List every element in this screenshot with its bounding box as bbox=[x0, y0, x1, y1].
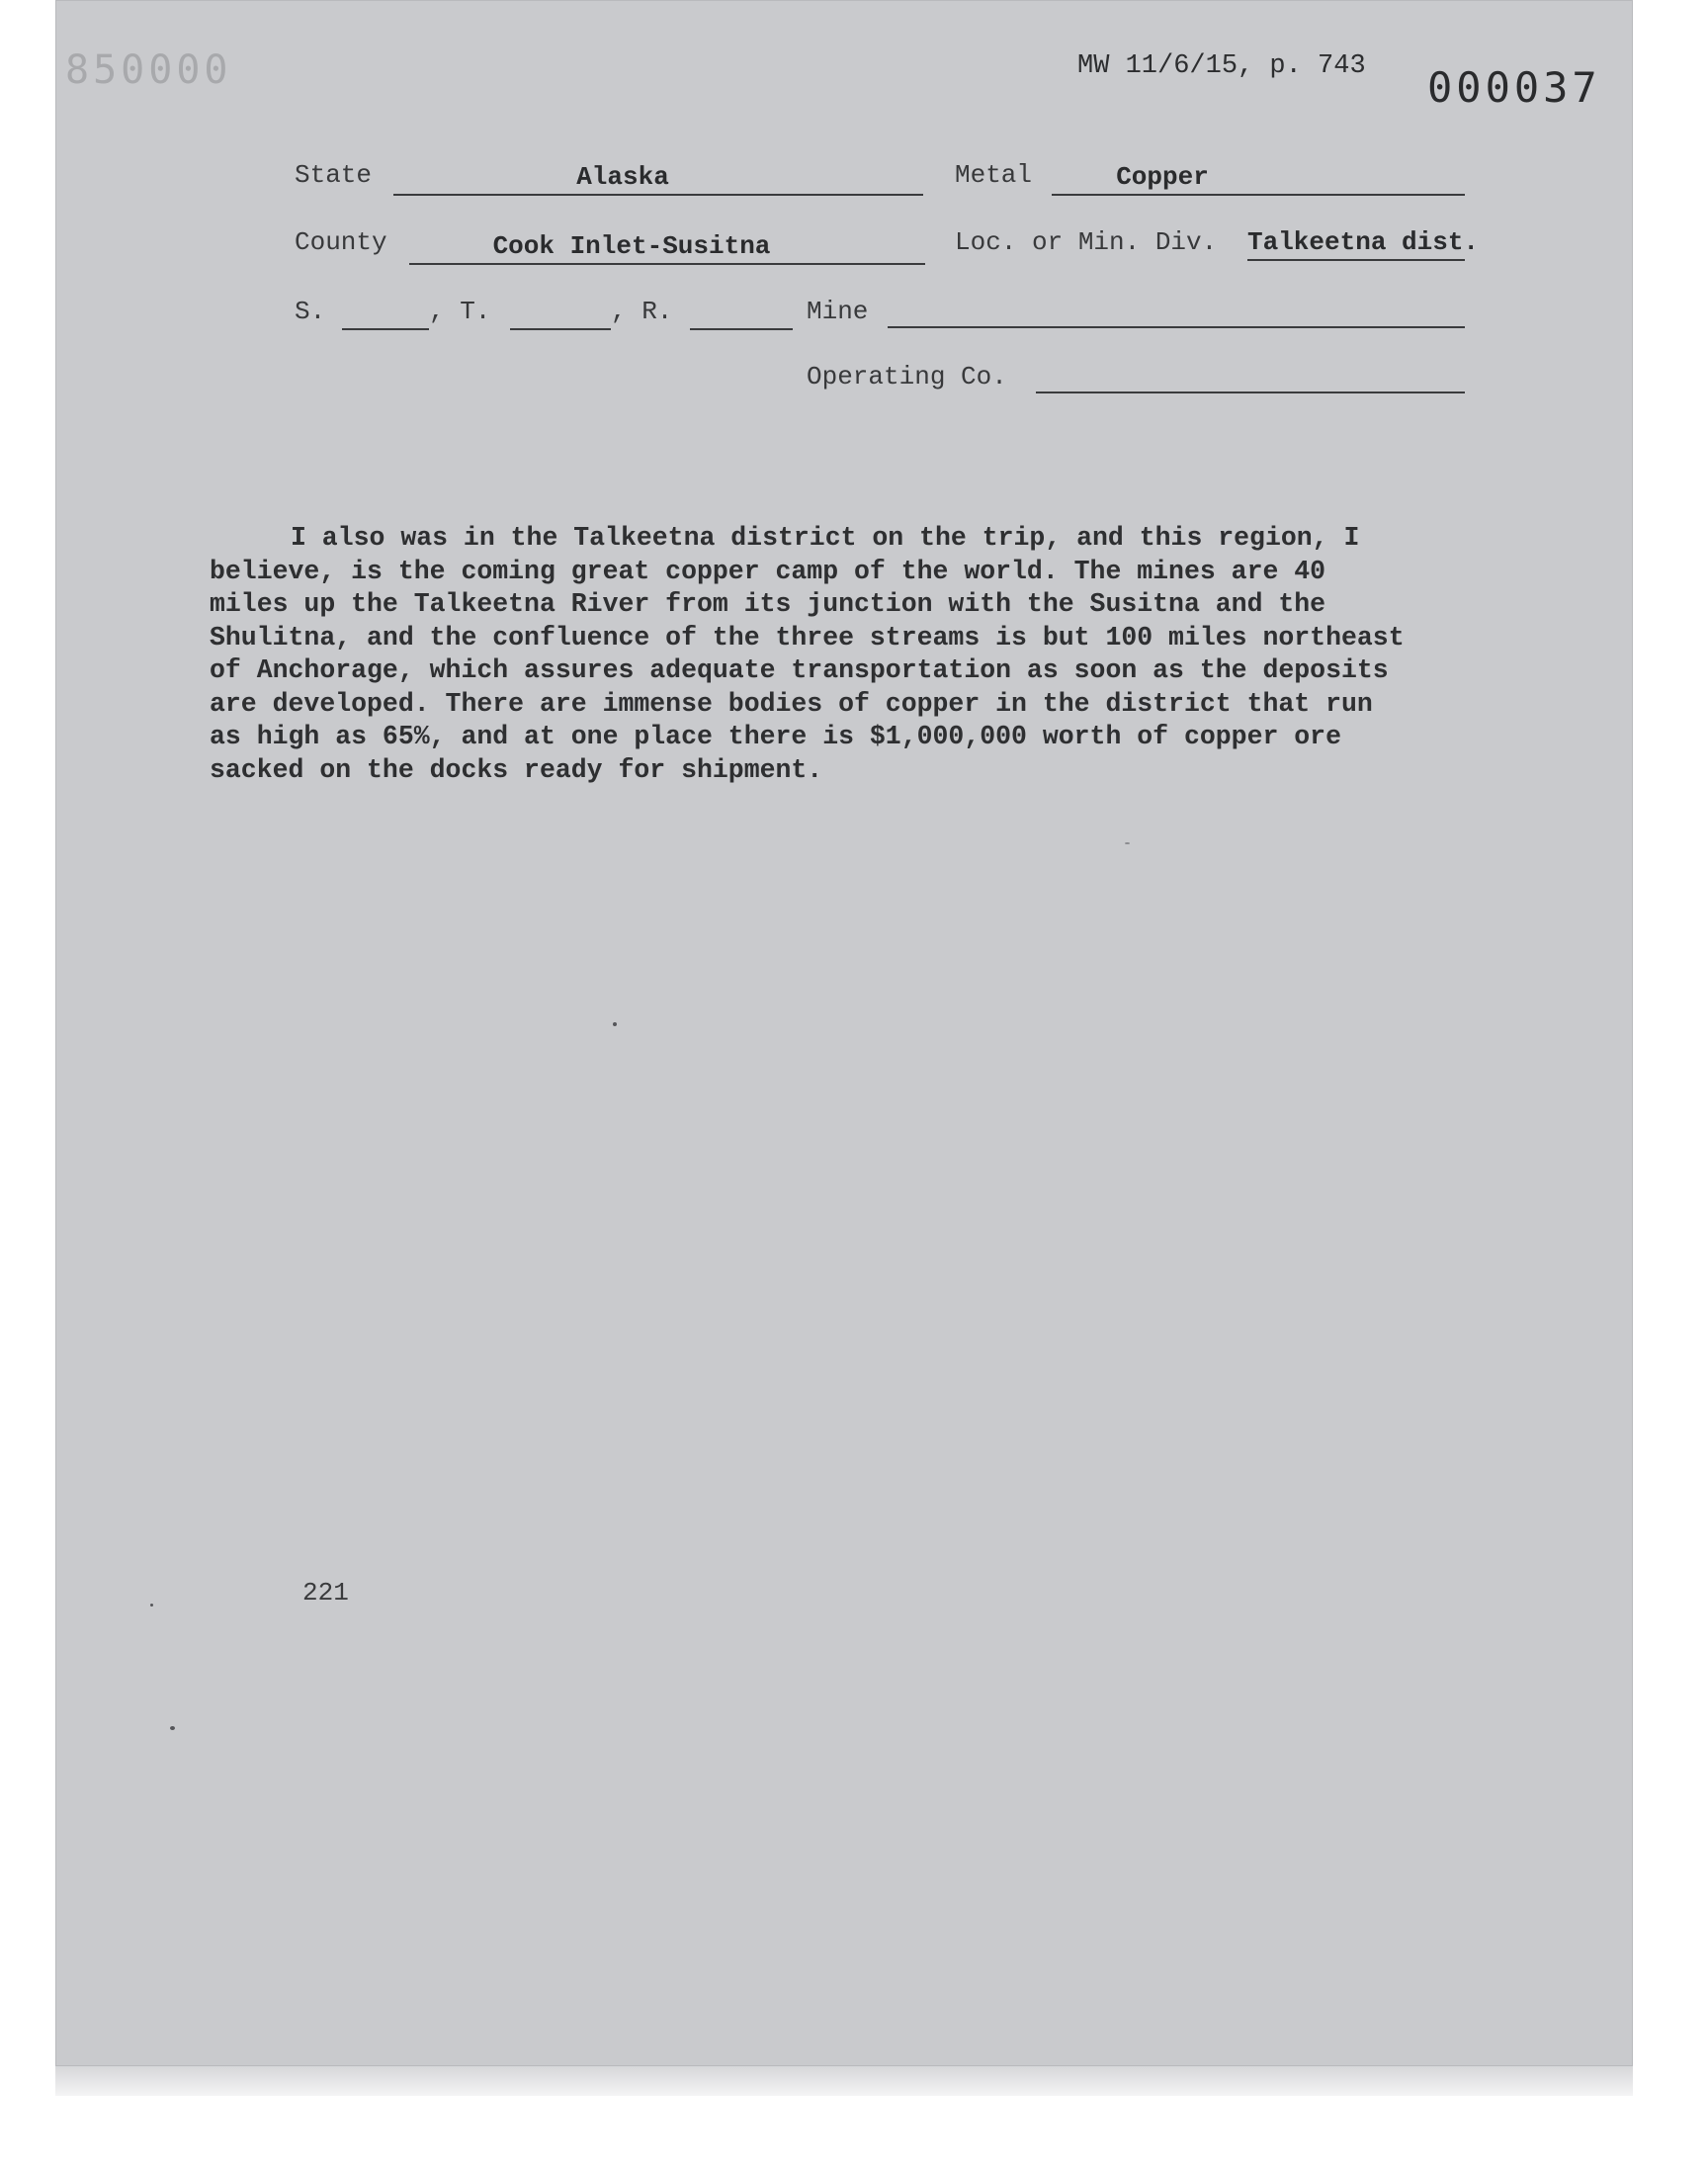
section-label: S. bbox=[295, 297, 326, 326]
body-paragraph bbox=[210, 522, 1415, 787]
county-value: Cook Inlet-Susitna bbox=[492, 231, 771, 261]
operating-co-field bbox=[1036, 362, 1465, 393]
state-label: State bbox=[295, 160, 373, 190]
page-number: 221 bbox=[302, 1578, 349, 1608]
county-label: County bbox=[295, 227, 387, 257]
township-label: , T. bbox=[429, 297, 491, 326]
mine-label: Mine bbox=[807, 297, 869, 326]
file-stamp-number: 000037 bbox=[1427, 63, 1601, 112]
body-text: I also was in the Talkeetna district on the trip, and this region, I believe, is the coming great copper camp of the world. The mines are 40 miles up the Talkeetna River from its junction with the Susitna and the Shulitna, and the confluence of the three streams is but 100 miles northeast of Anchorage, which assures adequate transportation as soon as the deposits are developed. There are immense bodies of copper in the district that run as high as 65%, and at one place there is $1,000,000 worth of copper ore sacked on the docks ready for shipment. bbox=[210, 523, 1405, 785]
loc-value: Talkeetna dist. bbox=[1247, 227, 1480, 257]
scan-speck bbox=[613, 1022, 617, 1026]
faded-stamp-number: 850000 bbox=[65, 47, 232, 93]
source-reference: MW 11/6/15, p. 743 bbox=[1077, 51, 1366, 81]
section-field bbox=[342, 299, 429, 330]
mine-field bbox=[888, 297, 1465, 328]
scan-speck bbox=[1125, 842, 1130, 844]
range-label: , R. bbox=[611, 297, 673, 326]
township-field bbox=[510, 299, 611, 330]
operating-co-label: Operating Co. bbox=[807, 362, 1007, 392]
metal-value: Copper bbox=[1116, 162, 1209, 192]
metal-label: Metal bbox=[955, 160, 1033, 190]
page-bottom-edge bbox=[55, 2066, 1633, 2096]
loc-label: Loc. or Min. Div. bbox=[955, 227, 1218, 257]
scan-speck bbox=[150, 1604, 153, 1607]
range-field bbox=[690, 299, 793, 330]
state-value: Alaska bbox=[576, 162, 669, 192]
scan-speck bbox=[170, 1726, 175, 1730]
